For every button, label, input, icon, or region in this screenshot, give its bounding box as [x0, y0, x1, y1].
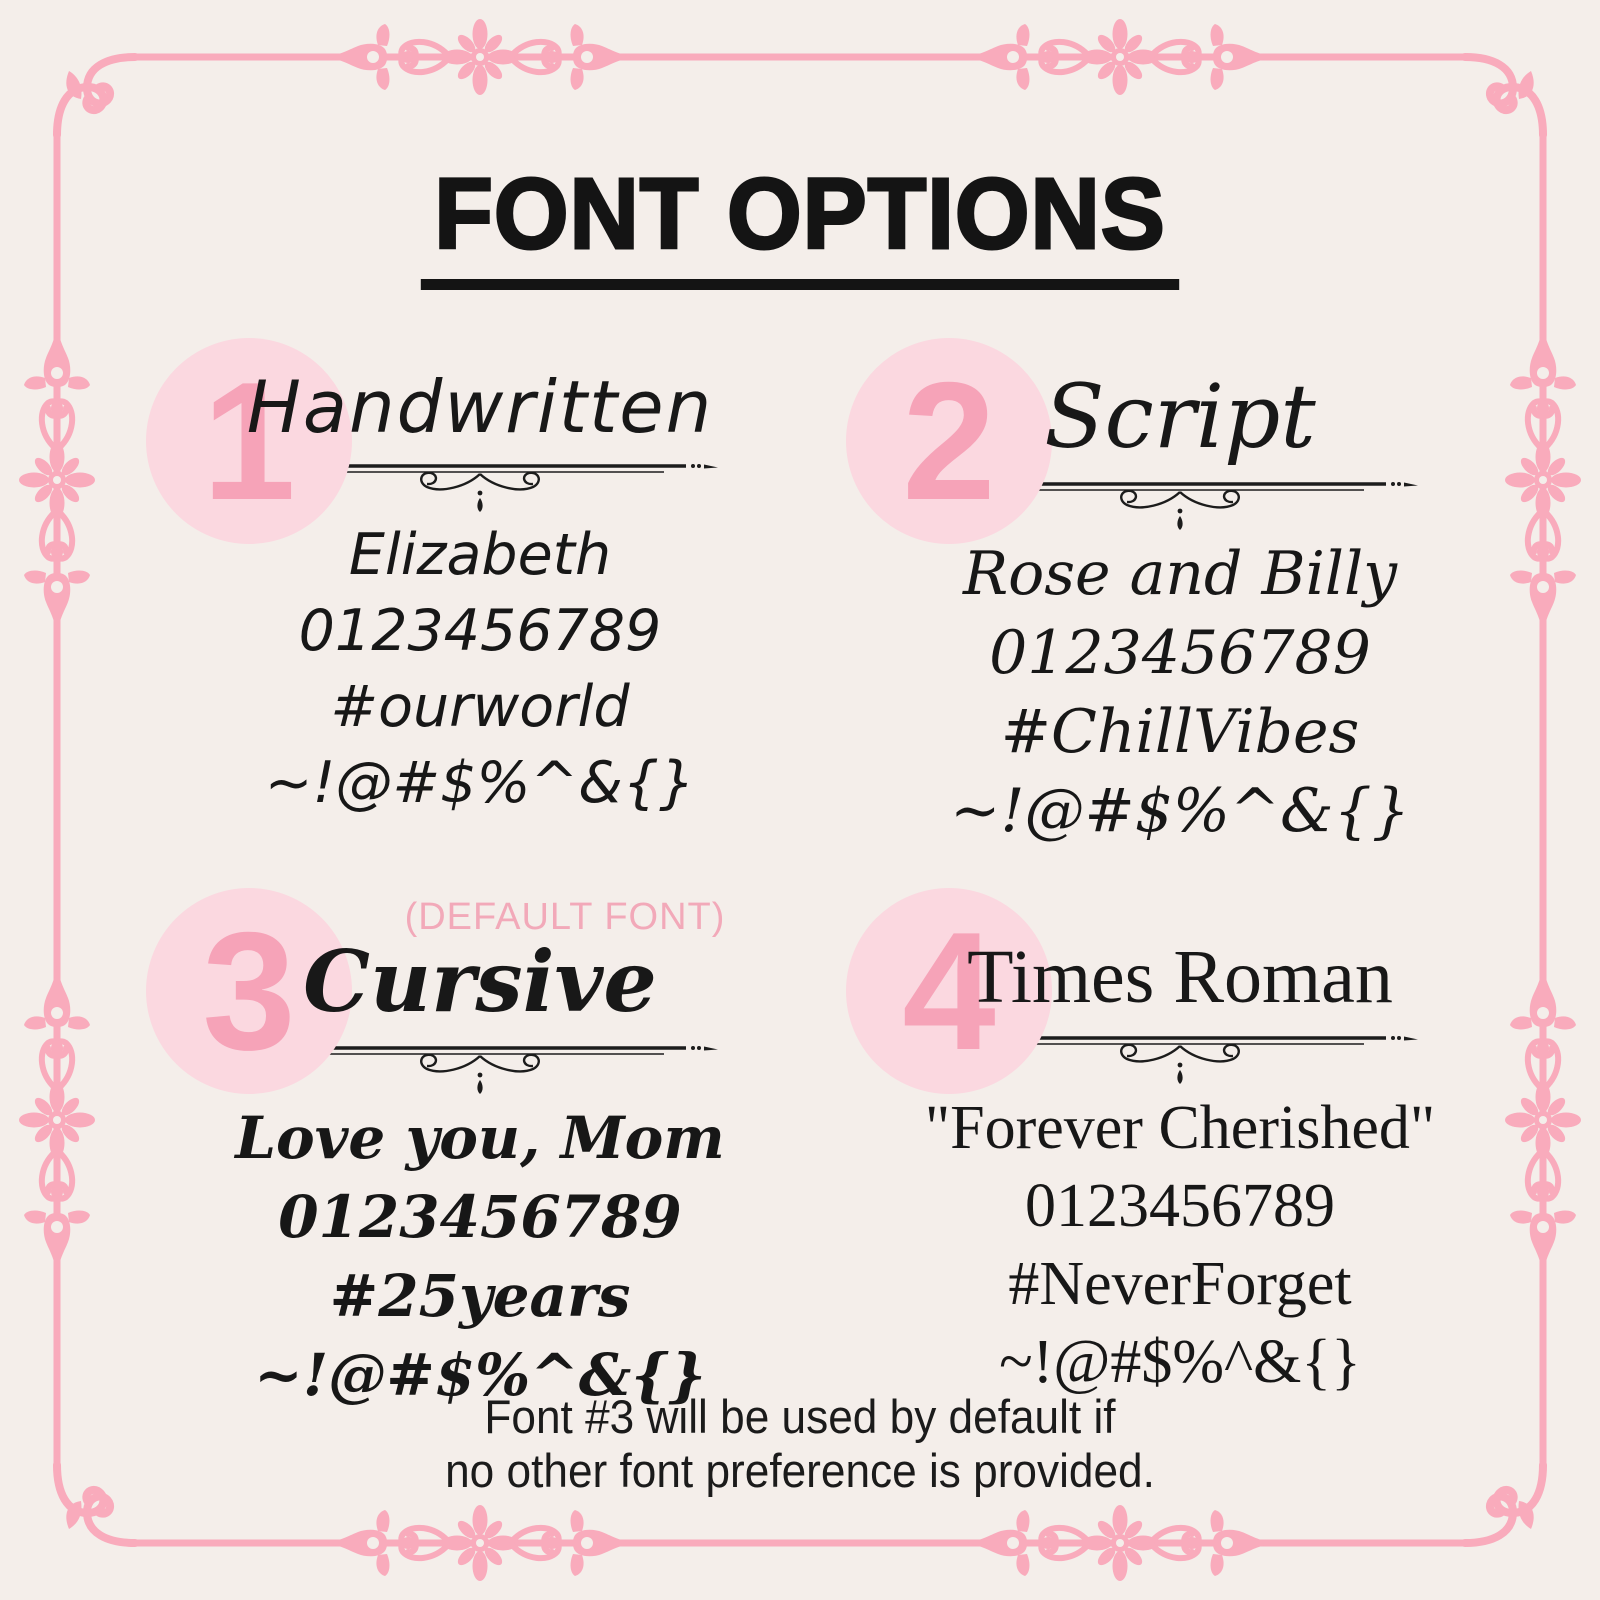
option-4-font-name: Times Roman	[967, 935, 1393, 1019]
default-font-note	[0, 1390, 1600, 1498]
sample-line: "Forever Cherished"	[924, 1094, 1436, 1163]
default-font-label: (DEFAULT FONT)	[404, 896, 726, 938]
sample-line: Elizabeth	[348, 521, 612, 588]
option-1-samples	[130, 517, 830, 821]
sample-line: #25years	[329, 1261, 631, 1330]
sample-line: #NeverForget	[1008, 1250, 1352, 1319]
font-option-4	[830, 882, 1530, 1427]
option-4-samples	[830, 1089, 1530, 1401]
sample-line: 0123456789	[298, 597, 662, 664]
option-3-number: 3	[202, 897, 296, 1085]
option-1-font-name: Handwritten	[246, 365, 714, 449]
note-line-2: no other font preference is provided.	[445, 1444, 1155, 1497]
option-2-number: 2	[902, 347, 996, 535]
font-option-1	[130, 332, 830, 877]
sample-line: Rose and Billy	[962, 539, 1398, 610]
sample-line: 0123456789	[1025, 1172, 1335, 1241]
font-option-3	[130, 882, 830, 1427]
option-2-samples	[830, 535, 1530, 851]
sample-line: #ChillVibes	[1000, 697, 1360, 768]
font-option-2	[830, 332, 1530, 877]
sample-line: 0123456789	[278, 1182, 682, 1251]
option-4-number: 4	[902, 897, 996, 1085]
page-title: FONT OPTIONS	[421, 162, 1179, 290]
option-2-font-name: Script	[1044, 365, 1316, 468]
option-1-number: 1	[202, 347, 296, 535]
title-wrap	[0, 158, 1600, 290]
sample-line: 0123456789	[989, 618, 1371, 689]
note-line-1: Font #3 will be used by default if	[484, 1390, 1116, 1443]
sample-line: ~!@#$%^&{}	[999, 1328, 1361, 1397]
sample-line: #ourworld	[330, 673, 630, 740]
option-3-samples	[130, 1099, 830, 1415]
option-3-font-name: Cursive	[303, 932, 657, 1031]
sample-line: Love you, Mom	[235, 1103, 725, 1172]
sample-line: ~!@#$%^&{}	[264, 749, 696, 816]
sample-line: ~!@#$%^&{}	[950, 776, 1410, 847]
sample-line: ~!@#$%^&{}	[254, 1340, 706, 1409]
